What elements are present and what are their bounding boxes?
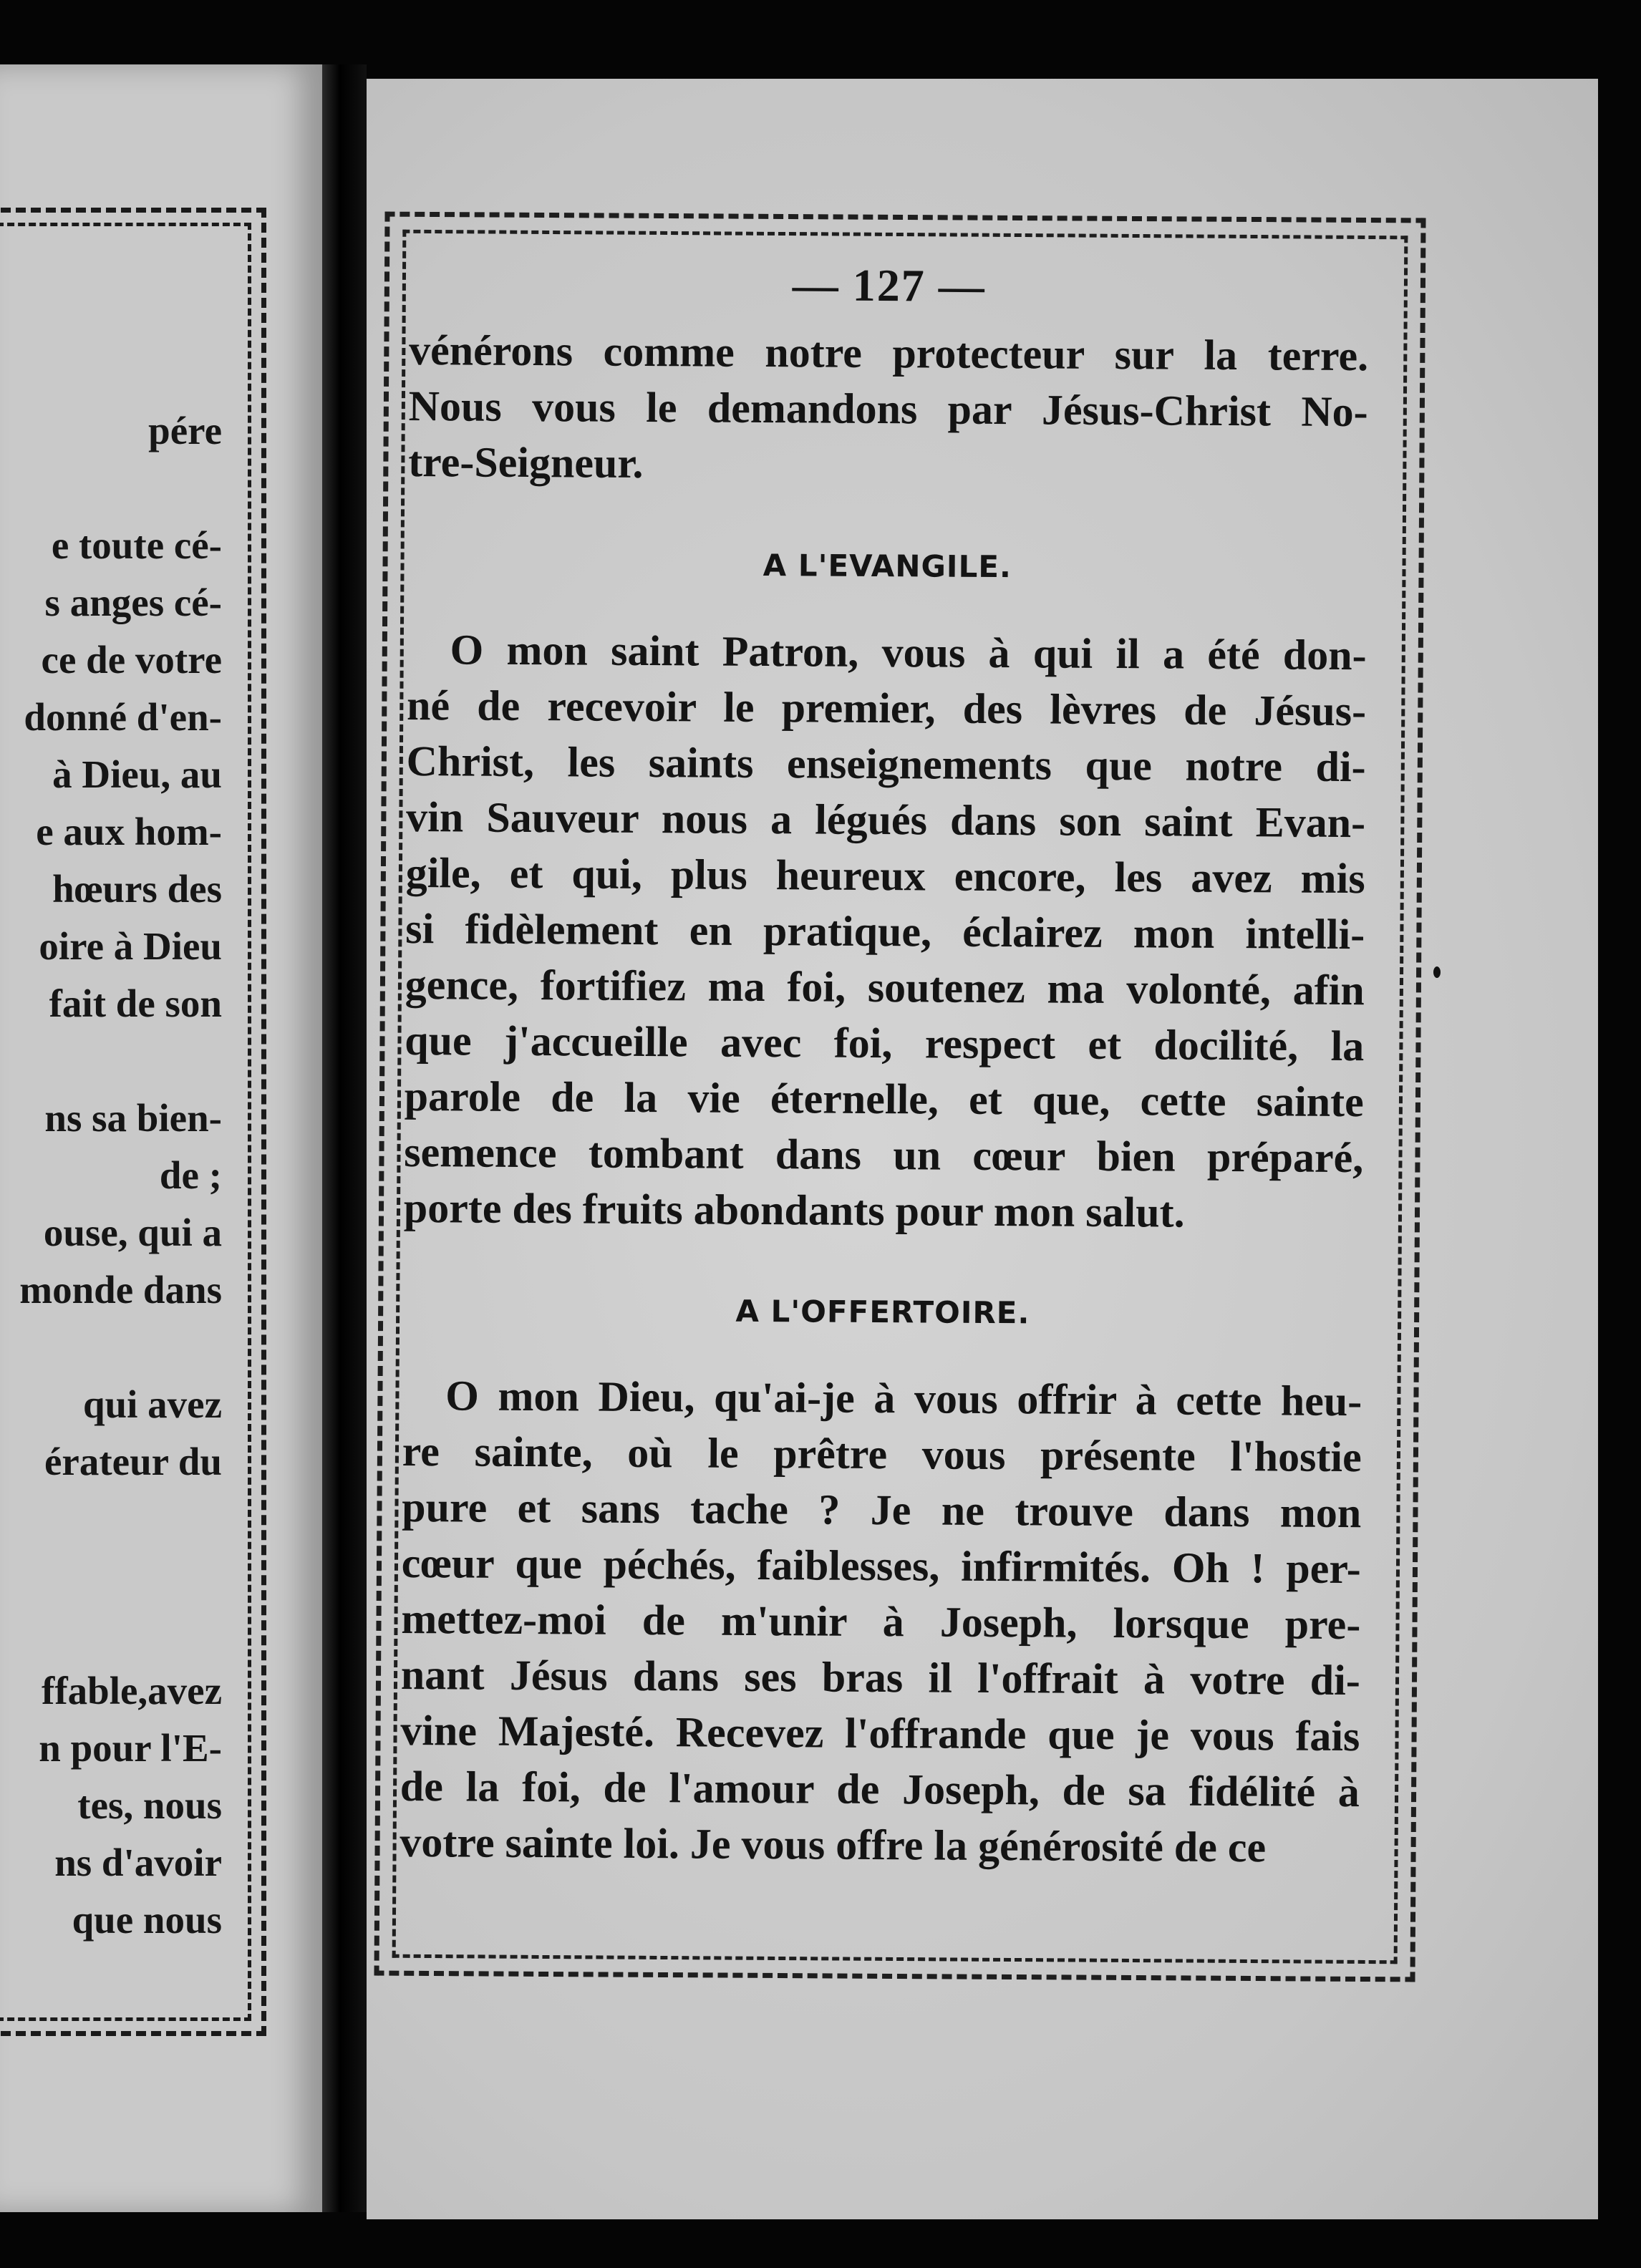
text-line: si fidèlement en pratique, éclairez mon intelli-	[405, 904, 1365, 959]
text-line: né de recevoir le premier, des lèvres de Jésus-	[406, 681, 1367, 735]
text-line: que j'accueille avec foi, respect et docilité, la	[405, 1016, 1365, 1070]
section-heading-evangile: A L'EVANGILE.	[763, 548, 1012, 585]
text-line: mettez-moi de m'unir à Joseph, lorsque pre-	[401, 1594, 1361, 1649]
book-gutter	[322, 64, 367, 2212]
previous-page-fragment	[0, 64, 322, 2212]
previous-page-line: érateur du	[44, 1440, 222, 1483]
previous-page-line: n pour l'E-	[39, 1726, 222, 1770]
previous-page-line: à Dieu, au	[52, 752, 222, 796]
previous-page-line: s anges cé-	[44, 581, 222, 624]
previous-page-line: monde dans	[19, 1268, 222, 1312]
text-line: O mon Dieu, qu'ai-je à vous offrir à cette heu-	[445, 1372, 1362, 1425]
paragraph-evangile	[404, 621, 1367, 1241]
page-number: — 127 —	[792, 259, 986, 311]
text-line: Christ, les saints enseignements que notre di-	[406, 737, 1366, 791]
paragraph-prayer-end	[408, 322, 1368, 495]
text-line: porte des fruits abondants pour mon salut.	[403, 1183, 1185, 1236]
previous-page-line: ce de votre	[41, 638, 222, 682]
previous-page-line: ns d'avoir	[54, 1841, 222, 1884]
text-line: Nous vous le demandons par Jésus-Christ No-	[408, 382, 1368, 436]
text-line: cœur que péchés, faiblesses, infirmités. Oh ! per-	[401, 1538, 1361, 1593]
section-heading-offertoire: A L'OFFERTOIRE.	[735, 1293, 1030, 1331]
book-page	[367, 79, 1598, 2219]
previous-page-line: tes, nous	[77, 1783, 222, 1827]
page-content	[400, 251, 1369, 1876]
previous-page-line: ouse, qui a	[43, 1211, 222, 1254]
previous-page-line: fait de son	[49, 982, 222, 1025]
text-line: vine Majesté. Recevez l'offrande que je vous fais	[400, 1706, 1360, 1760]
text-line: de la foi, de l'amour de Joseph, de sa fidélité à	[400, 1762, 1360, 1816]
previous-page-line: que nous	[72, 1898, 222, 1942]
text-line: votre sainte loi. Je vous offre la générosité de ce	[400, 1818, 1267, 1871]
previous-page-line: hœurs des	[52, 867, 222, 911]
text-line: O mon saint Patron, vous à qui il a été don-	[450, 626, 1367, 679]
previous-page-line: ffable,avez	[42, 1669, 222, 1712]
paragraph-offertoire	[400, 1367, 1362, 1876]
previous-page-line: e toute cé-	[51, 523, 222, 567]
text-line: parole de la vie éternelle, et que, cette sainte	[404, 1072, 1364, 1126]
ink-speck	[1433, 966, 1441, 978]
text-line: tre-Seigneur.	[407, 437, 644, 487]
text-line: vin Sauveur nous a légués dans son saint Evan-	[405, 793, 1366, 847]
previous-page-line: qui avez	[82, 1382, 222, 1426]
text-line: vénérons comme notre protecteur sur la terre.	[408, 326, 1369, 380]
previous-page-line: de ;	[159, 1153, 222, 1197]
previous-page-line: ns sa bien-	[44, 1096, 222, 1140]
previous-page-line: oire à Dieu	[39, 924, 222, 968]
text-line: pure et sans tache ? Je ne trouve dans mon	[402, 1483, 1362, 1537]
previous-page-line: donné d'en-	[24, 695, 222, 739]
previous-page-line: e aux hom-	[36, 810, 222, 853]
text-line: gence, fortifiez ma foi, soutenez ma volonté, afin	[405, 960, 1365, 1014]
text-line: nant Jésus dans ses bras il l'offrait à votre di-	[400, 1650, 1361, 1705]
previous-page-line: pére	[148, 409, 222, 452]
text-line: semence tombant dans un cœur bien préparé,	[404, 1128, 1364, 1182]
text-line: gile, et qui, plus heureux encore, les avez mis	[405, 848, 1365, 903]
text-line: re sainte, où le prêtre vous présente l'hostie	[402, 1427, 1362, 1481]
